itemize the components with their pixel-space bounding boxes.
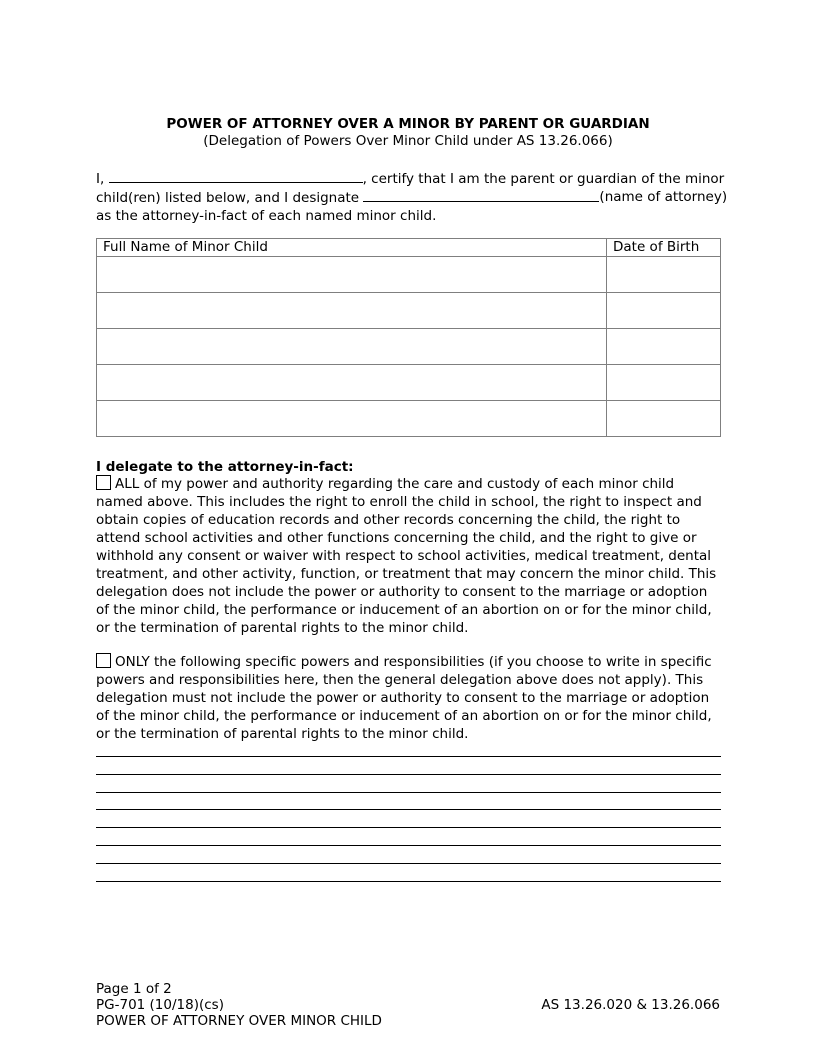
col-header-date-of-birth: Date of Birth — [607, 239, 721, 257]
table-row — [97, 401, 721, 437]
writing-line[interactable] — [96, 828, 721, 846]
writing-line[interactable] — [96, 810, 721, 828]
delegation-option-all — [96, 475, 722, 637]
writing-line[interactable] — [96, 775, 721, 793]
intro-designate-text: child(ren) listed below, and I designate — [96, 190, 360, 206]
document-title: POWER OF ATTORNEY OVER A MINOR BY PARENT OR GUARDIAN — [166, 116, 650, 132]
option-only-text: ONLY the following specific powers and responsibilities (if you choose to write in specific powers and responsibilities here, then the general delegation above does not apply). This delegation must not include the power or authority to consent to the marriage or adoption of the minor child, the performance or inducement of an abortion on or for the minor child, or the termination of parental rights to the minor child. — [96, 654, 712, 742]
writing-line[interactable] — [96, 793, 721, 811]
intro-line-1 — [96, 169, 725, 188]
table-header-row — [97, 239, 721, 257]
intro-prefix: I, — [96, 171, 105, 187]
minor-children-table — [96, 238, 721, 437]
table-row — [97, 365, 721, 401]
writing-line[interactable] — [96, 757, 721, 775]
attorney-name-blank[interactable] — [363, 188, 599, 202]
intro-certify-text: , certify that I am the parent or guardian of the minor — [362, 171, 725, 187]
option-all-checkbox[interactable] — [96, 475, 111, 490]
option-only-checkbox[interactable] — [96, 653, 111, 668]
delegation-heading: I delegate to the attorney-in-fact: — [96, 459, 354, 475]
child-name-cell[interactable] — [97, 329, 607, 365]
footer-form-title: POWER OF ATTORNEY OVER MINOR CHILD — [96, 1013, 382, 1029]
child-name-cell[interactable] — [97, 365, 607, 401]
writing-line[interactable] — [96, 864, 721, 882]
child-name-cell[interactable] — [97, 257, 607, 293]
footer-form-number: PG-701 (10/18)(cs) — [96, 997, 224, 1013]
table-row — [97, 329, 721, 365]
footer-page-number: Page 1 of 2 — [96, 981, 172, 997]
child-name-cell[interactable] — [97, 401, 607, 437]
footer-statute: AS 13.26.020 & 13.26.066 — [541, 997, 720, 1013]
child-dob-cell[interactable] — [607, 401, 721, 437]
delegation-option-only — [96, 653, 722, 743]
parent-name-blank[interactable] — [109, 169, 363, 183]
specific-powers-lines[interactable] — [96, 756, 721, 882]
intro-attorney-label: (name of attorney) — [599, 189, 728, 205]
child-dob-cell[interactable] — [607, 329, 721, 365]
writing-line[interactable] — [96, 846, 721, 864]
child-dob-cell[interactable] — [607, 257, 721, 293]
child-name-cell[interactable] — [97, 293, 607, 329]
intro-line-3: as the attorney-in-fact of each named minor child. — [96, 208, 437, 224]
child-dob-cell[interactable] — [607, 293, 721, 329]
table-row — [97, 257, 721, 293]
col-header-full-name: Full Name of Minor Child — [97, 239, 607, 257]
intro-line-2 — [96, 188, 728, 207]
footer-left — [96, 981, 382, 1029]
table-row — [97, 293, 721, 329]
child-dob-cell[interactable] — [607, 365, 721, 401]
option-all-text: ALL of my power and authority regarding the care and custody of each minor child named above. This includes the right to enroll the child in school, the right to inspect and obtain copies of education records and other records concerning the child, the right to attend school activities and other functions concerning the child, and the right to give or withhold any consent or waiver with respect to school activities, medical treatment, dental treatment, and other activity, function, or treatment that may concern the minor child. This delegation does not include the power or authority to consent to the marriage or adoption of the minor child, the performance or inducement of an abortion on or for the minor child, or the termination of parental rights to the minor child. — [96, 476, 717, 636]
intro-statement — [96, 169, 728, 225]
document-subtitle: (Delegation of Powers Over Minor Child under AS 13.26.066) — [203, 133, 613, 149]
